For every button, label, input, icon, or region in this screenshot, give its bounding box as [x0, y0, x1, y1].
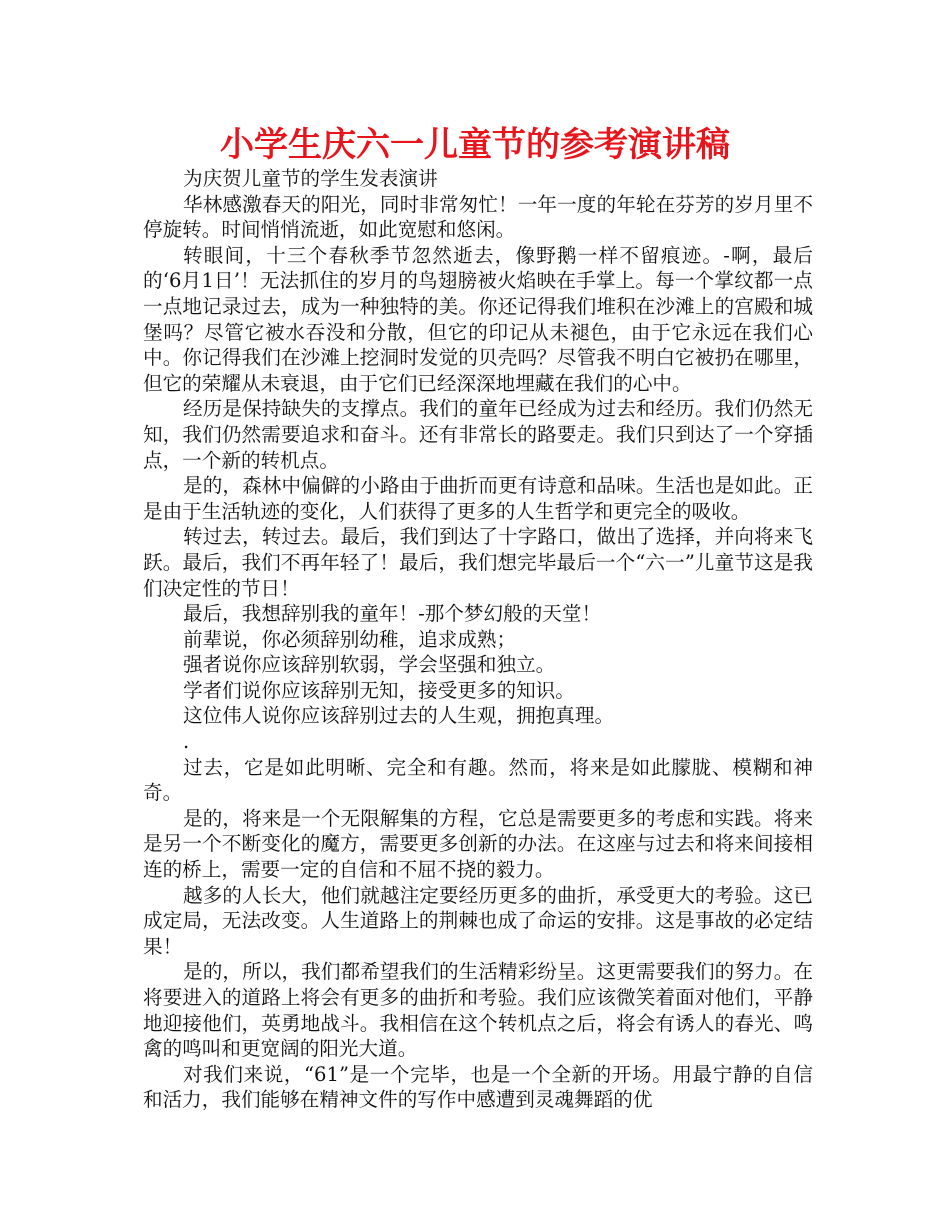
- paragraph: 经历是保持缺失的支撑点。我们的童年已经成为过去和经历。我们仍然无知，我们仍然需要追求和奋斗。还有非常长的路要走。我们只到达了一个穿插点，一个新的转机点。: [143, 397, 813, 472]
- paragraph: 转眼间，十三个春秋季节忽然逝去，像野鹅一样不留痕迹。-啊，最后的‘6月1日’！无法抓住的岁月的鸟翅膀被火焰映在手掌上。每一个掌纹都一点一点地记录过去，成为一种独特的美。你还记得我们堆积在沙滩上的宫殿和城堡吗？尽管它被水吞没和分散，但它的印记从未褪色，由于它永远在我们心中。你记得我们在沙滩上挖洞时发觉的贝壳吗？尽管我不明白它被扔在哪里，但它的荣耀从未衰退，由于它们已经深深地埋藏在我们的心中。: [143, 243, 813, 395]
- paragraph: 学者们说你应该辞别无知，接受更多的知识。: [183, 678, 575, 702]
- paragraph: 华林感激春天的阳光，同时非常匆忙！一年一度的年轮在芬芳的岁月里不停旋转。时间悄悄流逝，如此宽慰和悠闲。: [143, 192, 813, 242]
- document-body: [143, 166, 813, 1113]
- paragraph: 为庆贺儿童节的学生发表演讲: [183, 167, 438, 190]
- paragraph: 这位伟人说你应该辞别过去的人生观，拥抱真理。: [183, 704, 615, 728]
- paragraph: .: [183, 730, 190, 754]
- paragraph: 前辈说，你必须辞别幼稚，追求成熟；: [183, 627, 517, 651]
- paragraph: 是的，所以，我们都希望我们的生活精彩纷呈。这更需要我们的努力。在将要进入的道路上将会有更多的曲折和考验。我们应该微笑着面对他们，平静地迎接他们，英勇地战斗。我相信在这个转机点之后，将会有诱人的春光、鸣禽的鸣叫和更宽阔的阳光大道。: [143, 960, 813, 1061]
- paragraph: 转过去，转过去。最后，我们到达了十字路口，做出了选择，并向将来飞跃。最后，我们不再年轻了！最后，我们想完毕最后一个“六一”儿童节这是我们决定性的节日！: [143, 525, 813, 600]
- paragraph: 越多的人长大，他们就越注定要经历更多的曲折，承受更大的考验。这已成定局，无法改变。人生道路上的荆棘也成了命运的安排。这是事故的必定结果！: [143, 883, 813, 958]
- paragraph: 过去，它是如此明晰、完全和有趣。然而，将来是如此朦胧、模糊和神奇。: [143, 755, 813, 805]
- paragraph: 对我们来说，“61”是一个完毕，也是一个全新的开场。用最宁静的自信和活力，我们能够在精神文件的写作中感遭到灵魂舞蹈的优: [143, 1062, 813, 1112]
- paragraph: 是的，将来是一个无限解集的方程，它总是需要更多的考虑和实践。将来是另一个不断变化的魔方，需要更多创新的办法。在这座与过去和将来间接相连的桥上，需要一定的自信和不屈不挠的毅力。: [143, 806, 813, 882]
- document-title: 小学生庆六一儿童节的参考演讲稿: [220, 125, 730, 165]
- paragraph: 强者说你应该辞别软弱，学会坚强和独立。: [183, 653, 556, 677]
- paragraph: 最后，我想辞别我的童年！-那个梦幻般的天堂！: [183, 602, 602, 626]
- paragraph: 是的，森林中偏僻的小路由于曲折而更有诗意和品味。生活也是如此。正是由于生活轨迹的变化，人们获得了更多的人生哲学和更完全的吸收。: [143, 474, 813, 523]
